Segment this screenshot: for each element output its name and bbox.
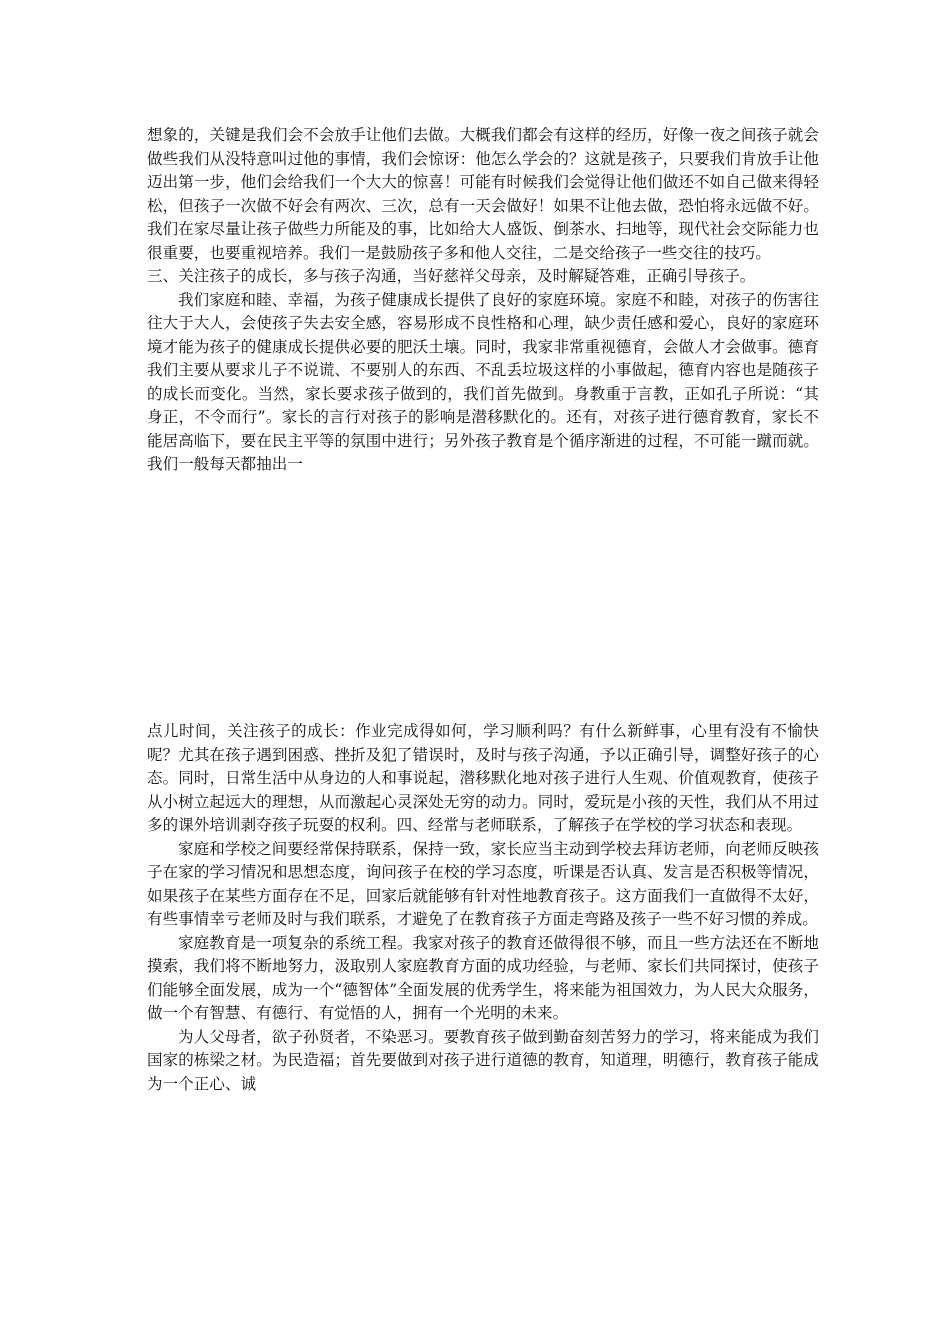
paragraph-continuation-2: 点儿时间，关注孩子的成长：作业完成得如何，学习顺利吗？有什么新鲜事，心里有没有不愉快呢？尤其在孩子遇到困惑、挫折及犯了错误时，及时与孩子沟通，予以正确引导，调整好孩子的心态。同时，日常生活中从身边的人和事说起，潜移默化地对孩子进行人生观、价值观教育，使孩子从小树立起远大的理想，从而激起心灵深处无穷的动力。同时，爱玩是小孩的天性，我们从不用过多的课外培训剥夺孩子玩耍的权利。四、经常与老师联系，了解孩子在学校的学习状态和表现。 xyxy=(147,722,819,834)
section-heading-3: 三、关注孩子的成长，多与孩子沟通，当好慈祥父母亲，及时解疑答难，正确引导孩子。 xyxy=(147,267,756,285)
lower-text-block xyxy=(147,720,819,1096)
paragraph-continuation: 想象的，关键是我们会不会放手让他们去做。大概我们都会有这样的经历，好像一夜之间孩子就会做些我们从没特意叫过他的事情，我们会惊讶：他怎么学会的？这就是孩子，只要我们肯放手让他迈出第一步，他们会给我们一个大大的惊喜！可能有时候我们会觉得让他们做还不如自己做来得轻松，但孩子一次做不好会有两次、三次，总有一天会做好！如果不让他去做，恐怕将永远做不好。我们在家尽量让孩子做些力所能及的事，比如给大人盛饭、倒茶水、扫地等，现代社会交际能力也很重要，也要重视培养。我们一是鼓励孩子多和他人交往，二是交给孩子一些交往的技巧。 xyxy=(147,126,819,262)
paragraph-parents: 为人父母者，欲子孙贤者，不染恶习。要教育孩子做到勤奋刻苦努力的学习，将来能成为我们国家的栋梁之材。为民造福；首先要做到对孩子进行道德的教育，知道理，明德行，教育孩子能成为一个正心、诚 xyxy=(147,1027,819,1093)
paragraph-home-school: 家庭和学校之间要经常保持联系，保持一致，家长应当主动到学校去拜访老师，向老师反映孩子在家的学习情况和思想态度，询问孩子在校的学习态度，听课是否认真、发言是否积极等情况，如果孩子在某些方面存在不足，回家后就能够有针对性地教育孩子。这方面我们一直做得不太好，有些事情幸亏老师及时与我们联系，才避免了在教育孩子方面走弯路及孩子一些不好习惯的养成。 xyxy=(147,839,819,928)
paragraph-family-education: 家庭教育是一项复杂的系统工程。我家对孩子的教育还做得很不够，而且一些方法还在不断地摸索，我们将不断地努力，汲取别人家庭教育方面的成功经验，与老师、家长们共同探讨，使孩子们能够全面发展，成为一个“德智体”全面发展的优秀学生，将来能为祖国效力，为人民大众服务，做一个有智慧、有德行、有觉悟的人，拥有一个光明的未来。 xyxy=(147,933,819,1022)
paragraph-family-harmony: 我们家庭和睦、幸福，为孩子健康成长提供了良好的家庭环境。家庭不和睦，对孩子的伤害往往大于大人，会使孩子失去安全感，容易形成不良性格和心理，缺少责任感和爱心，良好的家庭环境才能为孩子的健康成长提供必要的肥沃土壤。同时，我家非常重视德育，会做人才会做事。德育我们主要从要求儿子不说谎、不要别人的东西、不乱丢垃圾这样的小事做起，德育内容也是随孩子的成长而变化。当然，家长要求孩子做到的，我们首先做到。身教重于言教，正如孔子所说：“其身正，不令而行”。家长的言行对孩子的影响是潜移默化的。还有，对孩子进行德育教育，家长不能居高临下，要在民主平等的氛围中进行；另外孩子教育是个循序渐进的过程，不可能一蹴而就。我们一般每天都抽出一 xyxy=(147,290,819,473)
upper-text-block xyxy=(147,124,819,477)
